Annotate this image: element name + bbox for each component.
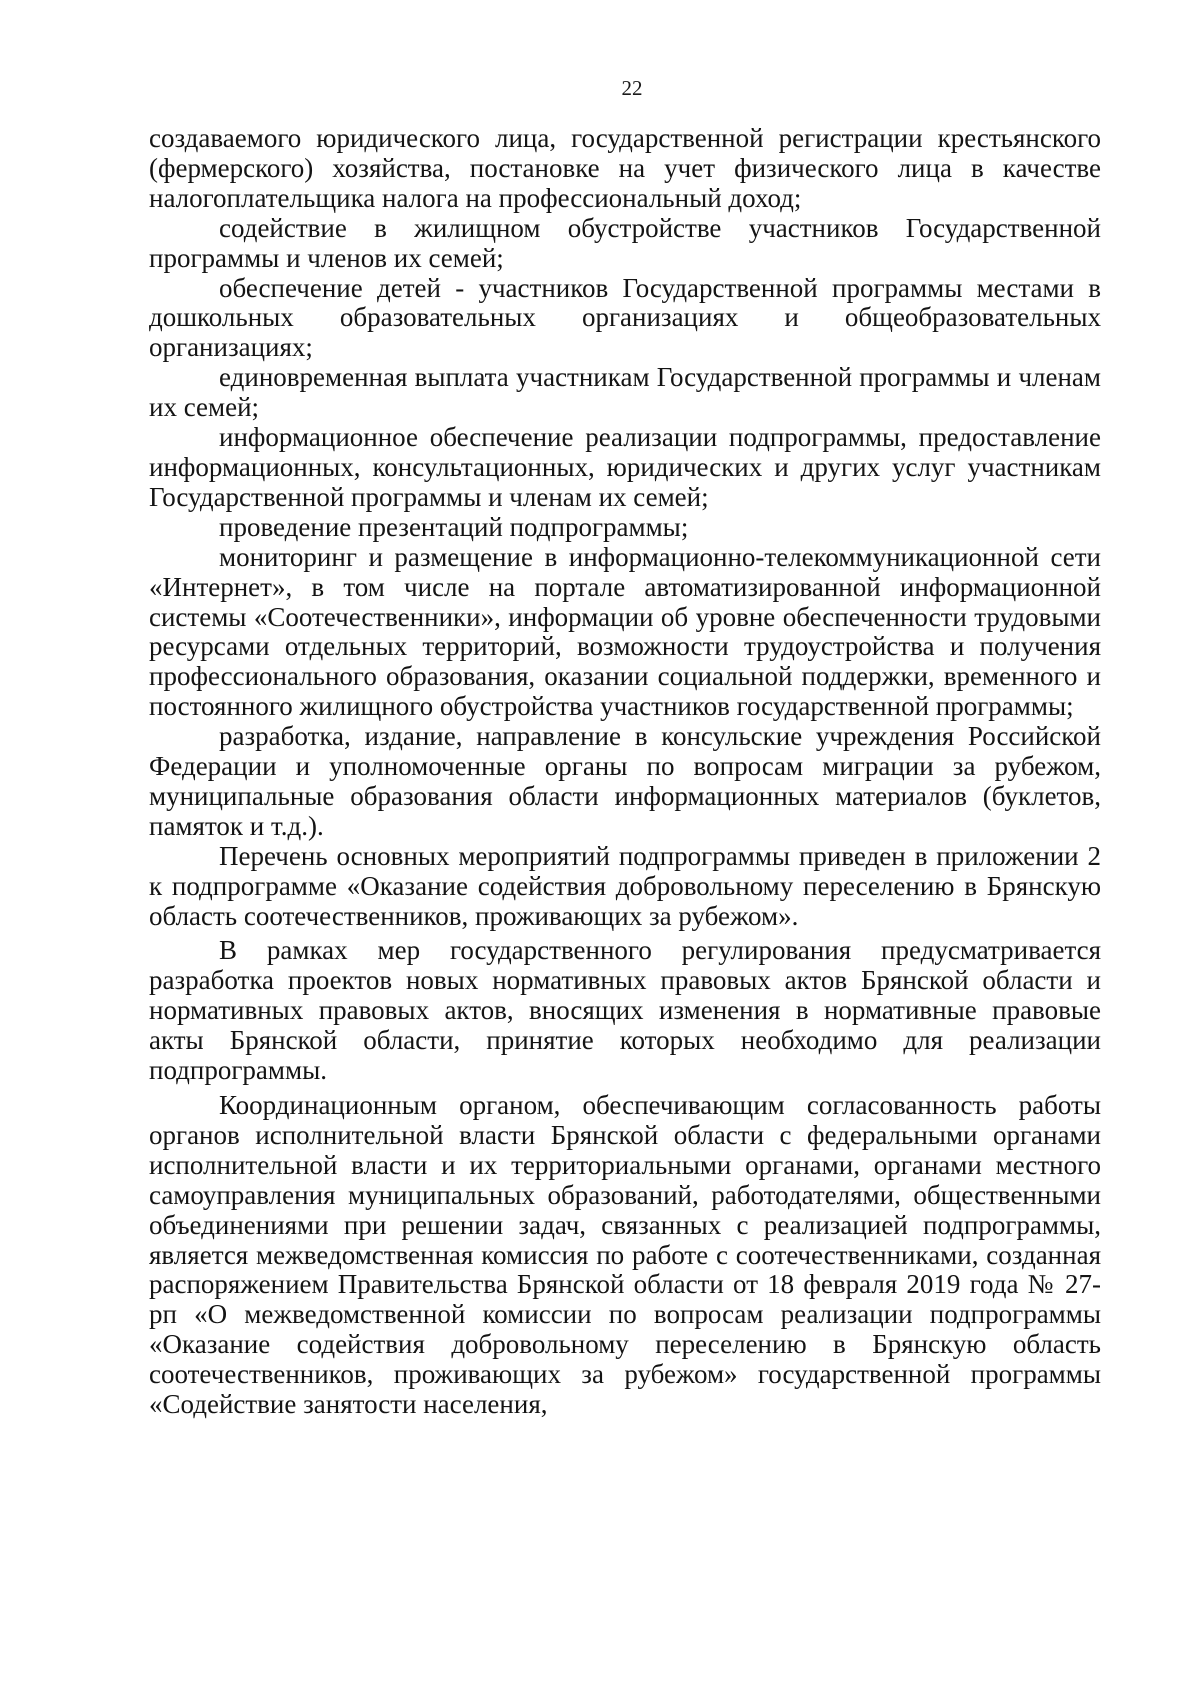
paragraph-activities-list: Перечень основных мероприятий подпрограммы приведен в приложении 2 к подпрограмме «Оказание содействия добровольному переселению в Брянскую область соотечественников, проживающих за рубежом». bbox=[149, 840, 1101, 931]
page-number: 22 bbox=[621, 76, 643, 100]
list-item-education: обеспечение детей - участников Государственной программы местами в дошкольных образовательных организациях и общеобразовательных организациях; bbox=[149, 272, 1101, 363]
list-item-monitoring: мониторинг и размещение в информационно-телекоммуникационной сети «Интернет», в том числе на портале автоматизированной информационной системы «Соотечественники», информации об уровне обеспеченности трудовыми ресурсами отдельных территорий, возможности трудоустройства и получения профессионального образования, оказании социальной поддержки, временного и постоянного жилищного обустройства участников государственной программы; bbox=[149, 541, 1101, 722]
list-item-materials: разработка, издание, направление в консульские учреждения Российской Федерации и уполномоченные органы по вопросам миграции за рубежом, муниципальные образования области информационных материалов (буклетов, памяток и т.д.). bbox=[149, 721, 1101, 841]
document-body bbox=[149, 124, 1101, 1420]
list-item-presentations: проведение презентаций подпрограммы; bbox=[219, 511, 689, 542]
paragraph-continuation: создаваемого юридического лица, государственной регистрации крестьянского (фермерского) хозяйства, постановке на учет физического лица в качестве налогоплательщика налога на профессиональный доход; bbox=[149, 123, 1101, 213]
list-item-payment: единовременная выплата участникам Государственной программы и членам их семей; bbox=[149, 362, 1101, 423]
list-item-housing: содействие в жилищном обустройстве участников Государственной программы и членов их семей; bbox=[149, 212, 1101, 273]
paragraph-regulation: В рамках мер государственного регулирования предусматривается разработка проектов новых нормативных правовых актов Брянской области и нормативных правовых актов, вносящих изменения в нормативные правовые акты Брянской области, принятие которых необходимо для реализации подпрограммы. bbox=[149, 935, 1101, 1086]
list-item-information: информационное обеспечение реализации подпрограммы, предоставление информационных, консультационных, юридических и других услуг участникам Государственной программы и членам их семей; bbox=[149, 422, 1101, 512]
paragraph-coordination: Координационным органом, обеспечивающим согласованность работы органов исполнительной власти Брянской области с федеральными органами исполнительной власти и их территориальными органами, органами местного самоуправления муниципальных образований, работодателями, общественными объединениями при решении задач, связанных с реализацией подпрограммы, является межведомственная комиссия по работе с соотечественниками, созданная распоряжением Правительства Брянской области от 18 февраля 2019 года № 27-рп «О межведомственной комиссии по вопросам реализации подпрограммы «Оказание содействия добровольному переселению в Брянскую область соотечественников, проживающих за рубежом» государственной программы «Содействие занятости населения, bbox=[149, 1090, 1101, 1420]
